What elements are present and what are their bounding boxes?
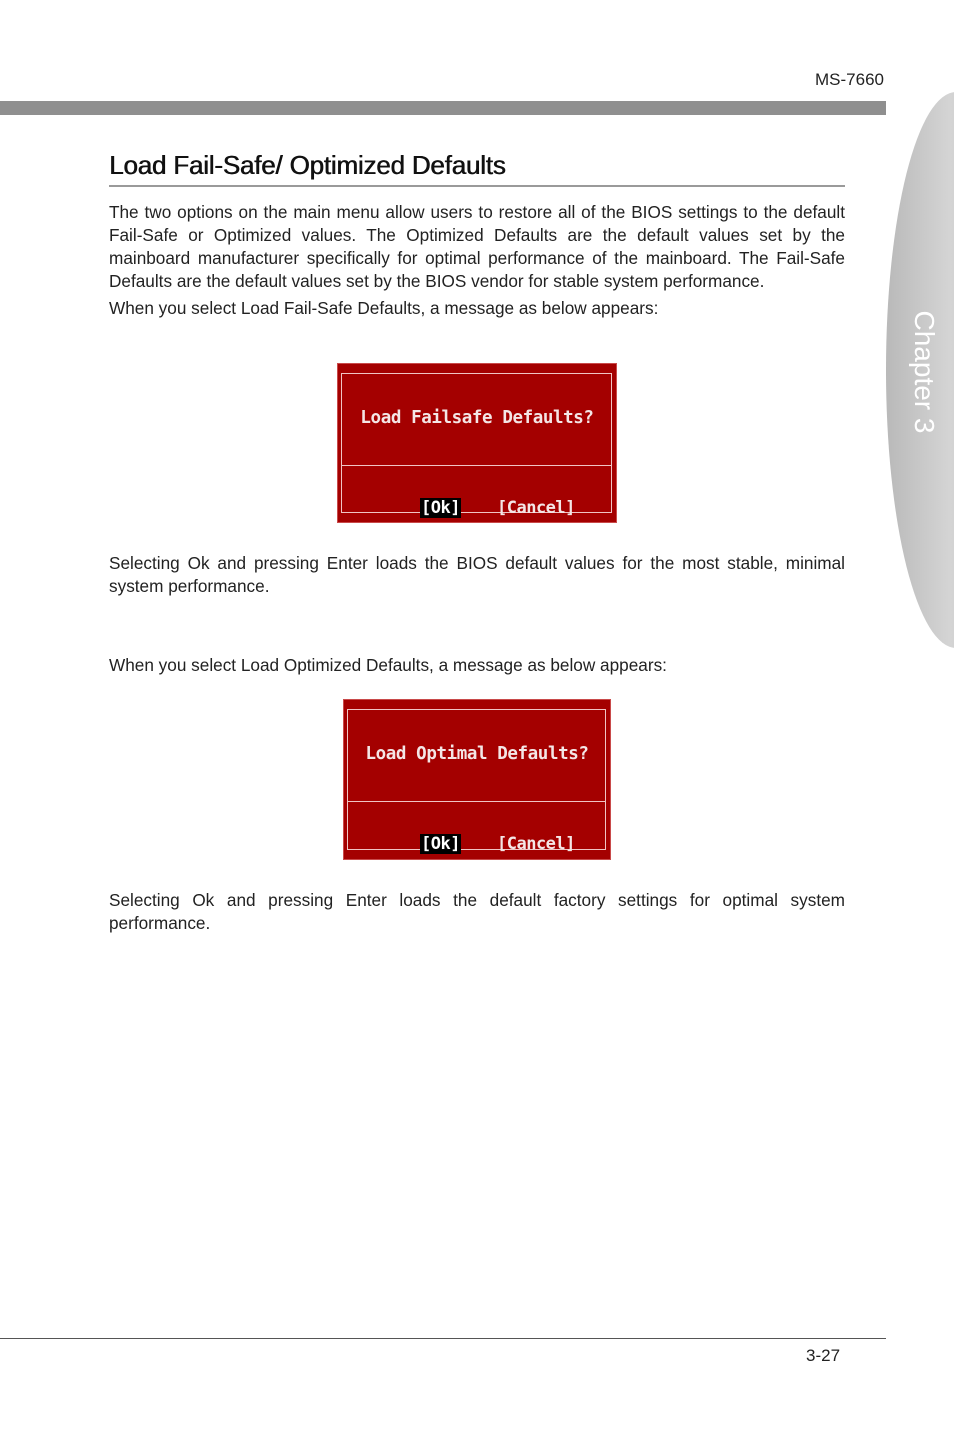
page-number: 3-27 xyxy=(806,1346,841,1365)
failsafe-dialog xyxy=(337,363,617,523)
failsafe-dialog-divider xyxy=(341,465,612,466)
optimal-dialog-prompt: Load Optimal Defaults? xyxy=(365,744,589,764)
optimized-result-text: Selecting Ok and pressing Enter loads the default factory settings for optimal system performance. xyxy=(109,890,845,933)
optimal-dialog-divider xyxy=(347,801,606,802)
section-title: Load Fail-Safe/ Optimized Defaults xyxy=(109,150,845,187)
chapter-label: Chapter 3 xyxy=(909,310,940,434)
intro-paragraph: The two options on the main menu allow users to restore all of the BIOS settings to the default Fail-Safe or Optimized values. The Optimized Defaults are the default values set by the mainboard manufacturer specifically for optimal performance of the mainboard. The Fail-Safe Defaults are the default values set by the BIOS vendor for stable system performance. xyxy=(109,202,845,291)
optimal-ok-button[interactable]: [Ok] xyxy=(421,834,460,854)
model-number: MS-7660 xyxy=(815,70,884,89)
footer-rule xyxy=(0,1338,886,1339)
header-bar xyxy=(0,101,886,115)
optimal-dialog-buttons xyxy=(343,814,611,874)
failsafe-lead-text: When you select Load Fail-Safe Defaults, a message as below appears: xyxy=(109,298,659,318)
failsafe-dialog-buttons xyxy=(337,478,617,538)
section-content xyxy=(109,150,845,320)
optimized-lead-text: When you select Load Optimized Defaults, a message as below appears: xyxy=(109,655,667,675)
optimal-cancel-button[interactable]: [Cancel] xyxy=(497,834,575,854)
failsafe-ok-button[interactable]: [Ok] xyxy=(421,498,460,518)
failsafe-result-text: Selecting Ok and pressing Enter loads the BIOS default values for the most stable, minimal system performance. xyxy=(109,553,845,596)
optimal-dialog xyxy=(343,699,611,860)
failsafe-cancel-button[interactable]: [Cancel] xyxy=(497,498,575,518)
failsafe-dialog-prompt: Load Failsafe Defaults? xyxy=(360,408,594,428)
